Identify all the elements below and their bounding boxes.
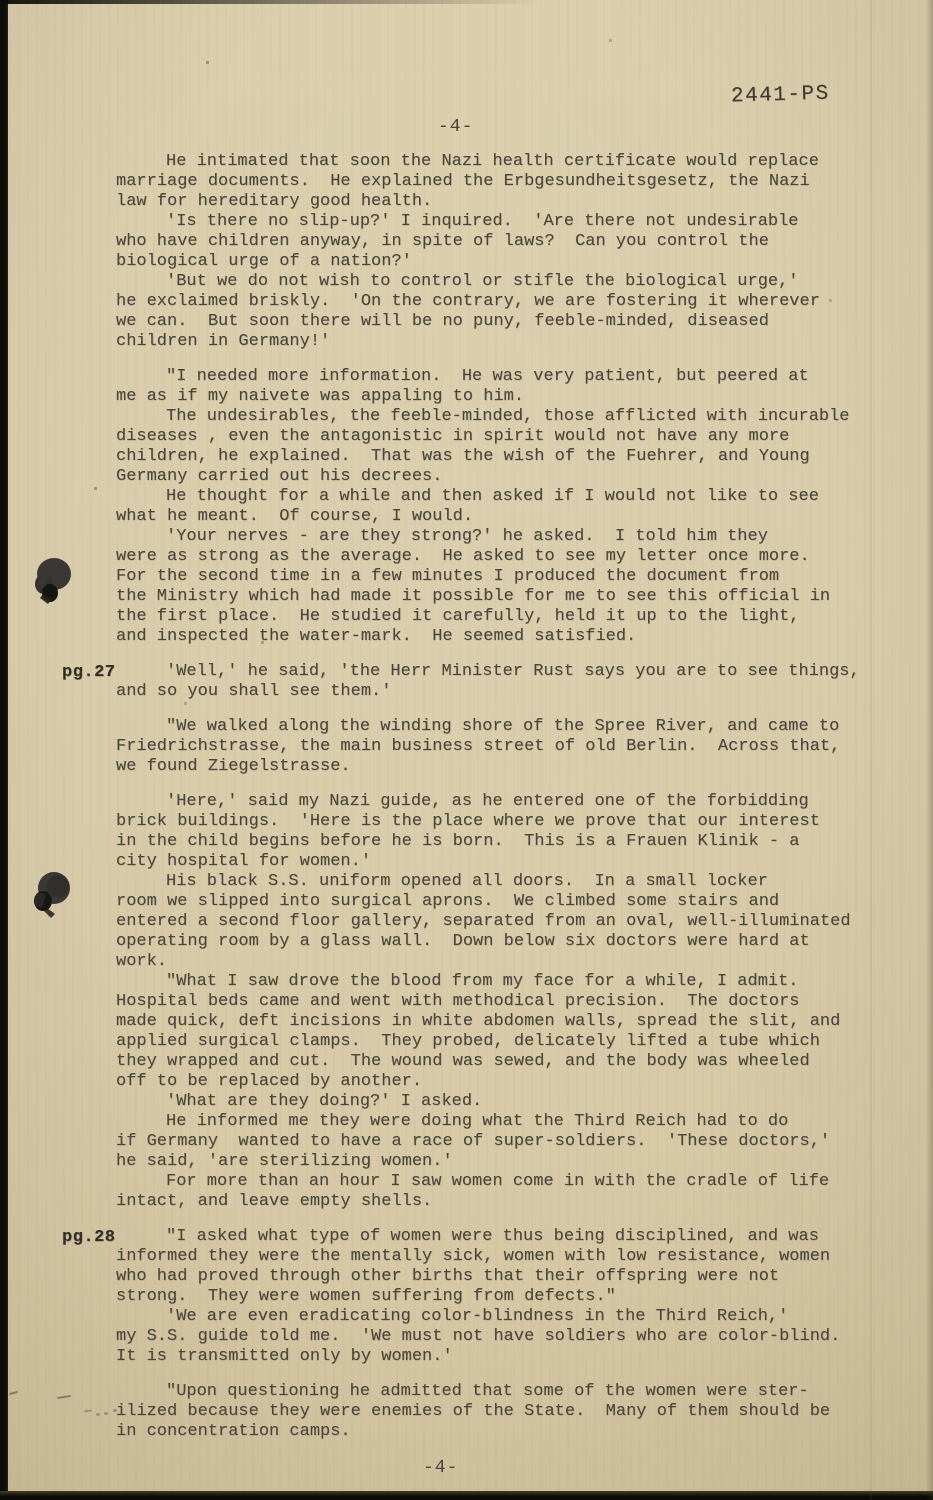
paragraph xyxy=(116,272,906,352)
paragraph xyxy=(116,1307,906,1367)
typed-text-line: the first place. He studied it carefully, held it up to the light, xyxy=(116,607,800,626)
typed-text-line: 'Here,' said my Nazi guide, as he entered one of the forbidding xyxy=(166,792,809,811)
typed-text-line: It is transmitted only by women.' xyxy=(116,1347,453,1366)
paragraph xyxy=(116,1382,906,1442)
ink-blot-lower-icon xyxy=(28,864,80,924)
pencil-mark-dash-icon xyxy=(9,1391,18,1395)
typed-text-line: "I asked what type of women were thus being disciplined, and was xyxy=(166,1227,819,1246)
scan-edge-left xyxy=(0,0,8,1500)
typed-text-line: if Germany wanted to have a race of super-soldiers. 'These doctors,' xyxy=(116,1132,831,1151)
paragraph xyxy=(116,407,906,487)
typed-text-line: Germany carried out his decrees. xyxy=(116,467,443,486)
pencil-mark-dot-icon xyxy=(96,1413,100,1416)
typed-text-line: made quick, deft incisions in white abdomen walls, spread the slit, and xyxy=(116,1012,841,1031)
paragraph xyxy=(116,972,906,1092)
typed-text-line: ilized because they were enemies of the State. Many of them should be xyxy=(116,1402,831,1421)
typed-text-line: The undesirables, the feeble-minded, those afflicted with incurable xyxy=(166,407,850,426)
typed-text-line: they wrapped and cut. The wound was sewed, and the body was wheeled xyxy=(116,1052,810,1071)
paragraph xyxy=(116,527,906,647)
typed-text-line: 'Is there no slip-up?' I inquired. 'Are there not undesirable xyxy=(166,212,799,231)
typed-text-line: 'We are even eradicating color-blindness in the Third Reich,' xyxy=(166,1307,789,1326)
typed-text-line: who had proved through other births that their offspring were not xyxy=(116,1267,780,1286)
typed-text-line: my S.S. guide told me. 'We must not have soldiers who are color-blind. xyxy=(116,1327,841,1346)
paragraph xyxy=(116,792,906,872)
typed-text-line: 'Your nerves - are they strong?' he asked. I told him they xyxy=(166,527,768,546)
margin-page-note: pg.27 xyxy=(62,663,116,682)
typed-text-line: Hospital beds came and went with methodical precision. The doctors xyxy=(116,992,800,1011)
scan-edge-top xyxy=(0,0,541,4)
typed-text-line: His black S.S. uniform opened all doors. In a small locker xyxy=(166,872,768,891)
paragraph xyxy=(116,212,906,272)
typed-text-line: he said, 'are sterilizing women.' xyxy=(116,1152,453,1171)
typed-text-line: "We walked along the winding shore of the Spree River, and came to xyxy=(166,717,840,736)
typed-text-line: we can. But soon there will be no puny, feeble-minded, diseased xyxy=(116,312,769,331)
page-number-bottom: -4- xyxy=(423,1458,459,1478)
paragraph xyxy=(62,1227,906,1307)
pencil-mark-dash-icon xyxy=(84,1410,92,1413)
exhibit-number-stamp: 2441-PS xyxy=(730,82,831,109)
typed-text-line: 'What are they doing?' I asked. xyxy=(166,1092,483,1111)
typed-text-line: and inspected the water-mark. He seemed satisfied. xyxy=(116,627,637,646)
typed-text-line: room we slipped into surgical aprons. We climbed some stairs and xyxy=(116,892,780,911)
typed-text-line: For the second time in a few minutes I produced the document from xyxy=(116,567,780,586)
typed-text-line: "I needed more information. He was very patient, but peered at xyxy=(166,367,809,386)
typed-text-line: me as if my naivete was appaling to him. xyxy=(116,387,525,406)
paragraph xyxy=(116,1092,906,1112)
typed-text-line: marriage documents. He explained the Erbgesundheitsgesetz, the Nazi xyxy=(116,172,810,191)
typed-text-line: law for hereditary good health. xyxy=(116,192,433,211)
typed-text-line: He informed me they were doing what the Third Reich had to do xyxy=(166,1112,789,1131)
paragraph xyxy=(116,872,906,972)
paragraph xyxy=(116,717,906,777)
typed-text-line: He thought for a while and then asked if I would not like to see xyxy=(166,487,819,506)
scan-edge-bottom xyxy=(0,1491,933,1500)
typed-text-line: were as strong as the average. He asked to see my letter once more. xyxy=(116,547,810,566)
typed-text-line: children in Germany!' xyxy=(116,332,331,351)
paragraph xyxy=(116,1172,906,1212)
typed-text-line: in the child begins before he is born. This is a Frauen Klinik - a xyxy=(116,832,800,851)
typed-text-line: 'But we do not wish to control or stifle the biological urge,' xyxy=(166,272,799,291)
typed-text-line: children, he explained. That was the wish of the Fuehrer, and Young xyxy=(116,447,810,466)
paragraph xyxy=(116,487,906,527)
paragraph xyxy=(62,662,906,702)
typed-text-line: "Upon questioning he admitted that some of the women were ster- xyxy=(166,1382,809,1401)
page-number-top: -4- xyxy=(438,117,474,137)
typed-text-line: brick buildings. 'Here is the place where we prove that our interest xyxy=(116,812,820,831)
typed-text-line: the Ministry which had made it possible for me to see this official in xyxy=(116,587,831,606)
typed-text-line: informed they were the mentally sick, women with low resistance, women xyxy=(116,1247,831,1266)
typed-text-line: we found Ziegelstrasse. xyxy=(116,757,351,776)
typed-text-line: operating room by a glass wall. Down below six doctors were hard at xyxy=(116,932,810,951)
typed-text-line: who have children anyway, in spite of laws? Can you control the xyxy=(116,232,769,251)
typed-text-line: strong. They were women suffering from defects." xyxy=(116,1287,616,1306)
typed-text-line: intact, and leave empty shells. xyxy=(116,1192,433,1211)
typed-text-line: 'Well,' he said, 'the Herr Minister Rust says you are to see things, xyxy=(166,662,860,681)
typed-text-line: work. xyxy=(116,952,168,971)
typed-text-line: off to be replaced by another. xyxy=(116,1072,423,1091)
paragraph xyxy=(116,152,906,212)
pencil-mark-dash-icon xyxy=(57,1395,71,1399)
paragraph xyxy=(116,367,906,407)
typed-text-line: he exclaimed briskly. 'On the contrary, we are fostering it wherever xyxy=(116,292,820,311)
pencil-mark-dot-icon xyxy=(113,1409,117,1412)
typed-text-line: For more than an hour I saw women come in with the cradle of life xyxy=(166,1172,830,1191)
typed-text-line: applied surgical clamps. They probed, delicately lifted a tube which xyxy=(116,1032,820,1051)
document-body xyxy=(62,152,906,1442)
typed-text-line: in concentration camps. xyxy=(116,1422,351,1441)
typed-text-line: He intimated that soon the Nazi health certificate would replace xyxy=(166,152,819,171)
typed-text-line: diseases , even the antagonistic in spirit would not have any more xyxy=(116,427,790,446)
typed-text-line: what he meant. Of course, I would. xyxy=(116,507,474,526)
typed-text-line: "What I saw drove the blood from my face for a while, I admit. xyxy=(166,972,799,991)
margin-page-note: pg.28 xyxy=(62,1228,116,1247)
scan-edge-right xyxy=(926,0,933,1500)
paragraph xyxy=(116,1112,906,1172)
typed-text-line: entered a second floor gallery, separated from an oval, well-illuminated xyxy=(116,912,851,931)
typed-text-line: Friedrichstrasse, the main business street of old Berlin. Across that, xyxy=(116,737,841,756)
typed-text-line: city hospital for women.' xyxy=(116,852,372,871)
ink-blot-upper-icon xyxy=(30,548,82,610)
typed-text-line: biological urge of a nation?' xyxy=(116,252,412,271)
typed-text-line: and so you shall see them.' xyxy=(116,682,392,701)
pencil-mark-dot-icon xyxy=(104,1412,108,1415)
paper-speckles xyxy=(0,0,1,1)
